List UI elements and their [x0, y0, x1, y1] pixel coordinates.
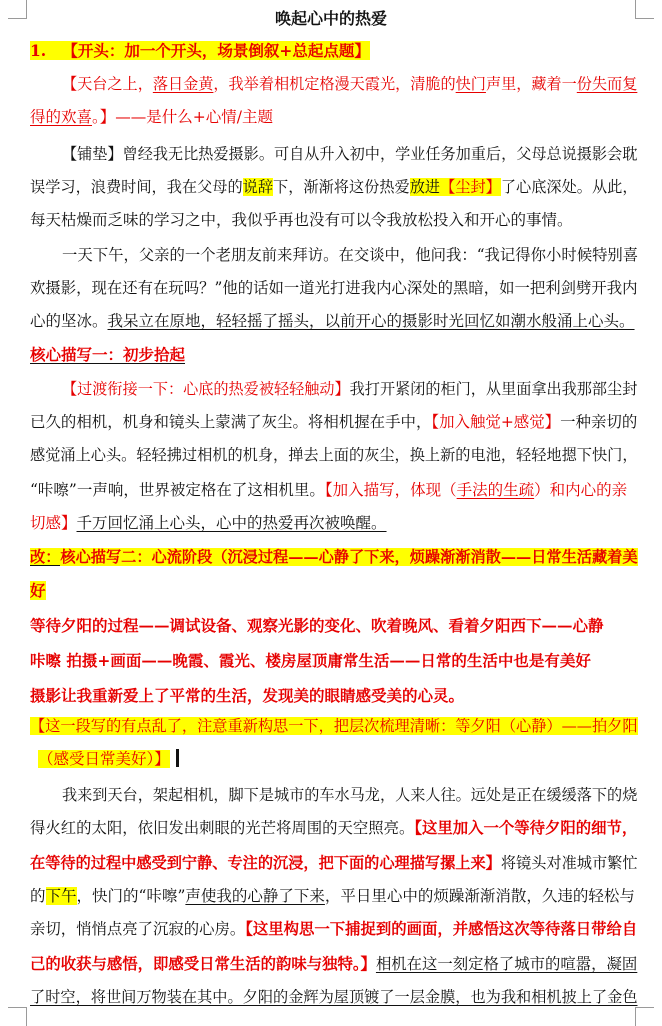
- paragraph-text-line: 【铺垫】曾经我无比热爱摄影。可自从升入初中，学业任务加重后，父母总说摄影会耽: [62, 145, 638, 163]
- section-number: 1.: [30, 41, 47, 60]
- note-line: 摄影让我重新爱上了平常的生活，发现美的眼睛感受美的心灵。: [30, 686, 465, 705]
- section-tag: 【开头：加一个开头，场景倒叙+总起点题】: [62, 41, 370, 60]
- paragraph-text-line: 已久的相机，机身和镜头上蒙满了灰尘。将相机握在手中，【加入触觉+感觉】一种亲切的: [30, 413, 638, 431]
- paragraph-text-line: 每天枯燥而乏味的学习之中，我似乎再也没有可以令我放松投入和开心的事情。: [30, 211, 573, 229]
- paragraph-text-line: 的下午，快门的“咔嚓”声使我的心静了下来，平日里心中的烦躁渐渐消散，久违的轻松与: [30, 887, 635, 905]
- paragraph-text-line: 得火红的太阳，依旧发出刺眼的光芒将周围的天空照亮。【这里加入一个等待夕阳的细节，: [30, 819, 638, 837]
- paragraph-text-line: 己的收获与感悟，即感受日常生活的韵味与独特。】相机在这一刻定格了城市的喧嚣，凝固: [30, 955, 638, 973]
- note-line: 【这一段写的有点乱了，注意重新构思一下，把层次梳理清晰：等夕阳（心静）——拍夕阳: [30, 717, 638, 735]
- paragraph-text-line: 感觉涌上心头。轻轻拂过相机的机身，掸去上面的灰尘，换上新的电池，轻轻地摁下快门，: [30, 446, 638, 464]
- paragraph-text-line: 我来到天台，架起相机，脚下是城市的车水马龙，人来人往。远处是正在缓缓落下的烧: [62, 786, 638, 804]
- paragraph-text-line: 误学习，浪费时间，我在父母的说辞下，渐渐将这份热爱放进【尘封】了心底深处。从此，: [30, 178, 638, 196]
- paragraph-opening-line: 【天台之上，落日金黄，我举着相机定格漫天霞光，清脆的快门声里，藏着一份失而复: [62, 75, 638, 93]
- section-heading-core-two: 改：核心描写二：心流阶段（沉浸过程——心静了下来，烦躁渐渐消散——日常生活藏着美: [30, 548, 638, 566]
- paragraph-text-line: 欢摄影，现在还有在玩吗？”他的话如一道光打进我内心深处的黑暗，如一把利剑劈开我内: [30, 279, 638, 297]
- paragraph-text-line: 了时空，将世间万物装在其中。夕阳的金辉为屋顶镀了一层金膜，也为我和相机披上了金色: [30, 988, 638, 1006]
- note-line: 咔嚓 拍摄+画面——晚霞、霞光、楼房屋顶庸常生活——日常的生活中也是有美好: [30, 651, 591, 670]
- text-cursor: [176, 749, 179, 767]
- paragraph-text-line: 一天下午，父亲的一个老朋友前来拜访。在交谈中，他问我：“我记得你小时候特别喜: [62, 246, 639, 264]
- page-corner-mark: [8, 1007, 27, 1026]
- paragraph-text-line: 亲切，悄悄点亮了沉寂的心房。【这里构思一下捕捉到的画面，并感悟这次等待落日带给自: [30, 920, 638, 938]
- section-heading-core-one: 核心描写一：初步拾起: [30, 345, 186, 364]
- document-title: 唤起心中的热爱: [274, 9, 387, 28]
- paragraph-text-line: 心的坚冰。我呆立在原地，轻轻摇了摇头，以前开心的摄影时光回忆如潮水般涌上心头。: [30, 312, 635, 330]
- paragraph-text-line: 切感】千万回忆涌上心头，心中的热爱再次被唤醒。: [30, 514, 387, 532]
- page-corner-mark: [635, 1007, 654, 1026]
- paragraph-text-line: “咔嚓”一声响，世界被定格在了这相机里。【加入描写，体现（手法的生疏）和内心的亲: [30, 481, 628, 499]
- paragraph-text-line: 在等待的过程中感受到宁静、专注的沉浸，把下面的心理描写摞上来】将镜头对准城市繁忙: [30, 854, 638, 872]
- section-heading-opening: [30, 40, 370, 62]
- paragraph-text-line: 【过渡衔接一下：心底的热爱被轻轻触动】我打开紧闭的柜门，从里面拿出我那部尘封: [62, 380, 638, 398]
- paragraph-opening-line: 得的欢喜。】——是什么+心情/主题: [30, 108, 273, 126]
- note-line: （感受日常美好）】: [38, 748, 179, 770]
- section-heading-core-two: 好: [30, 581, 46, 600]
- note-line: 等待夕阳的过程——调试设备、观察光影的变化、吹着晚风、看着夕阳西下——心静: [30, 616, 604, 635]
